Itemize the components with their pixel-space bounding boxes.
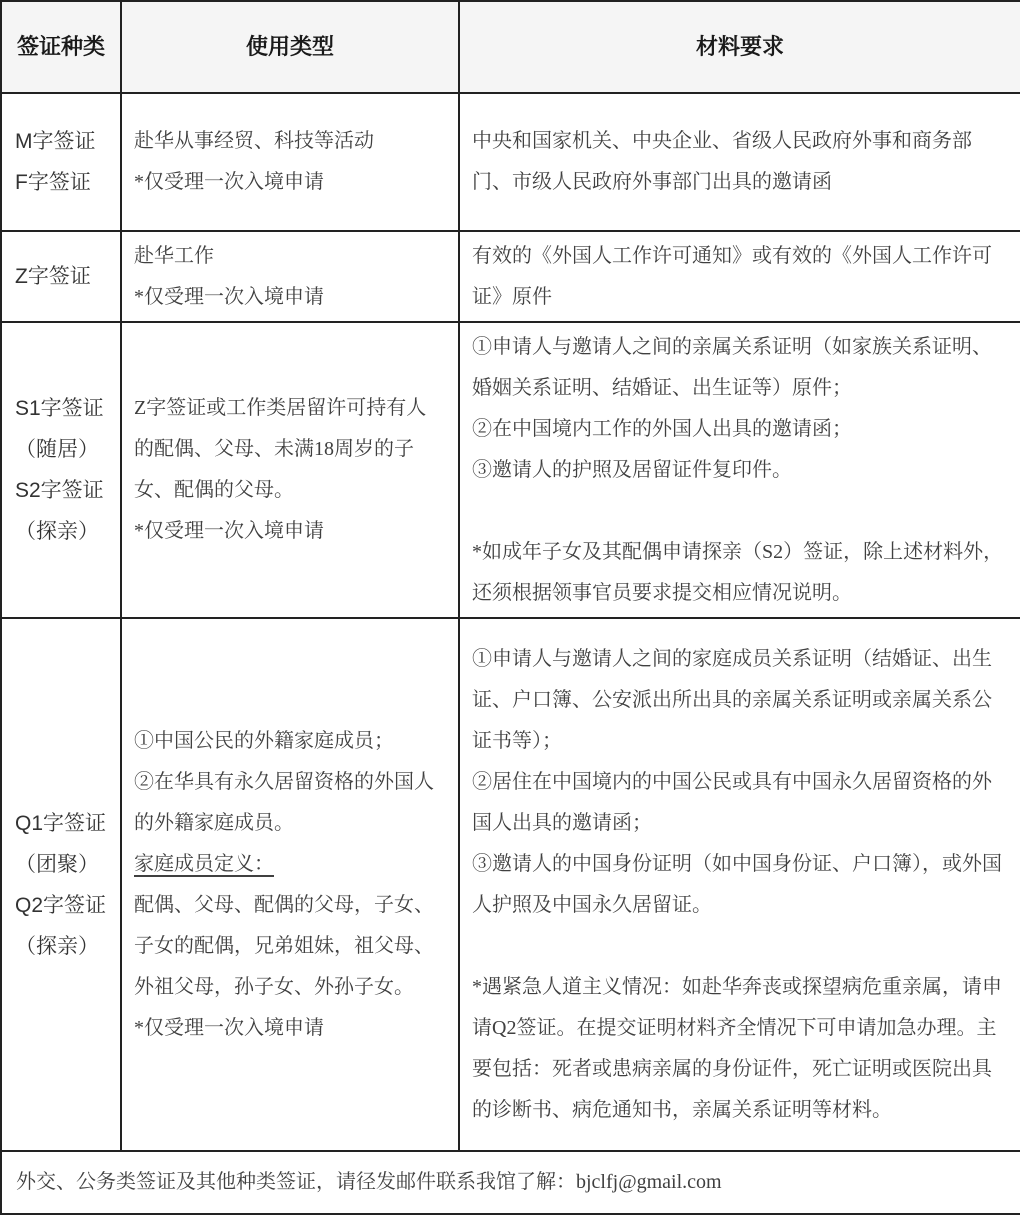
material-line: 有效的《外国人工作许可通知》或有效的《外国人工作许可证》原件 [472,244,992,308]
visa-type-label: Z字签证 [15,265,91,288]
usage-line: *仅受理一次入境申请 [134,520,324,542]
material-requirements-cell [459,618,1020,1151]
table-row [1,322,1020,618]
table-row [1,618,1020,1151]
usage-line: *仅受理一次入境申请 [134,1016,324,1039]
material-line [472,926,1008,967]
visa-type-cell [1,93,121,231]
usage-line: 赴华从事经贸、科技等活动 [134,130,374,152]
header-visa-type: 签证种类 [1,1,121,93]
visa-type-cell [1,618,121,1151]
footer-note [1,1151,1020,1214]
usage-type-cell [121,231,459,322]
usage-line: *仅受理一次入境申请 [134,285,324,308]
table-header [1,1,1020,93]
header-usage-type: 使用类型 [121,1,459,93]
usage-line: 赴华工作 [134,244,214,267]
usage-type-cell [121,618,459,1151]
visa-type-label: M字签证 [15,130,96,153]
material-requirements-cell [459,322,1020,618]
visa-type-label: S1字签证（随居） [15,397,104,461]
material-line: *如成年子女及其配偶申请探亲（S2）签证，除上述材料外，还须根据领事官员要求提交相应情况说明。 [472,540,1004,604]
material-line: ①申请人与邀请人之间的亲属关系证明（如家族关系证明、婚姻关系证明、结婚证、出生证等）原件； [472,335,992,399]
visa-type-label: F字签证 [15,171,91,194]
material-line: ②在中国境内工作的外国人出具的邀请函； [472,417,852,440]
footer-note-text: 外交、公务类签证及其他种类签证，请径发邮件联系我馆了解： [16,1171,576,1193]
usage-line: Z字签证或工作类居留许可持有人的配偶、父母、未满18周岁的子女、配偶的父母。 [134,397,427,501]
usage-line: *仅受理一次入境申请 [134,171,324,193]
usage-line: ①中国公民的外籍家庭成员； [134,729,394,752]
material-line: 中央和国家机关、中央企业、省级人民政府外事和商务部门、市级人民政府外事部门出具的邀请函 [472,130,972,193]
table-footer [1,1151,1020,1214]
contact-email: bjclfj@gmail.com [576,1171,722,1193]
usage-line: 配偶、父母、配偶的父母，子女、子女的配偶，兄弟姐妹，祖父母、外祖父母，孙子女、外孙子女。 [134,893,434,998]
material-line: ③邀请人的中国身份证明（如中国身份证、户口簿），或外国人护照及中国永久居留证。 [472,852,1002,916]
visa-type-cell [1,322,121,618]
visa-type-label: Q1字签证（团聚） [15,811,107,876]
table-row [1,231,1020,322]
material-line: ②居住在中国境内的中国公民或具有中国永久居留资格的外国人出具的邀请函； [472,770,992,834]
material-line: *遇紧急人道主义情况：如赴华奔丧或探望病危重亲属，请申请Q2签证。在提交证明材料齐全情况下可申请加急办理。主要包括：死者或患病亲属的身份证件，死亡证明或医院出具的诊断书、病危通知书，亲属关系证明等材料。 [472,975,1002,1121]
usage-type-cell [121,93,459,231]
material-line [472,491,1008,532]
visa-type-label: S2字签证（探亲） [15,479,104,543]
material-requirements-cell [459,93,1020,231]
visa-type-label: Q2字签证（探亲） [15,893,107,958]
usage-type-cell [121,322,459,618]
usage-line: ②在华具有永久居留资格的外国人的外籍家庭成员。 [134,770,434,834]
usage-line: 家庭成员定义： [134,852,274,875]
visa-type-cell [1,231,121,322]
material-line: ①申请人与邀请人之间的家庭成员关系证明（结婚证、出生证、户口簿、公安派出所出具的亲属关系证明或亲属关系公证书等）； [472,647,992,752]
material-line: ③邀请人的护照及居留证件复印件。 [472,458,792,481]
header-material-requirements: 材料要求 [459,1,1020,93]
visa-table-body [1,93,1020,1151]
footer-row [1,1151,1020,1214]
material-requirements-cell [459,231,1020,322]
table-row [1,93,1020,231]
header-row [1,1,1020,93]
